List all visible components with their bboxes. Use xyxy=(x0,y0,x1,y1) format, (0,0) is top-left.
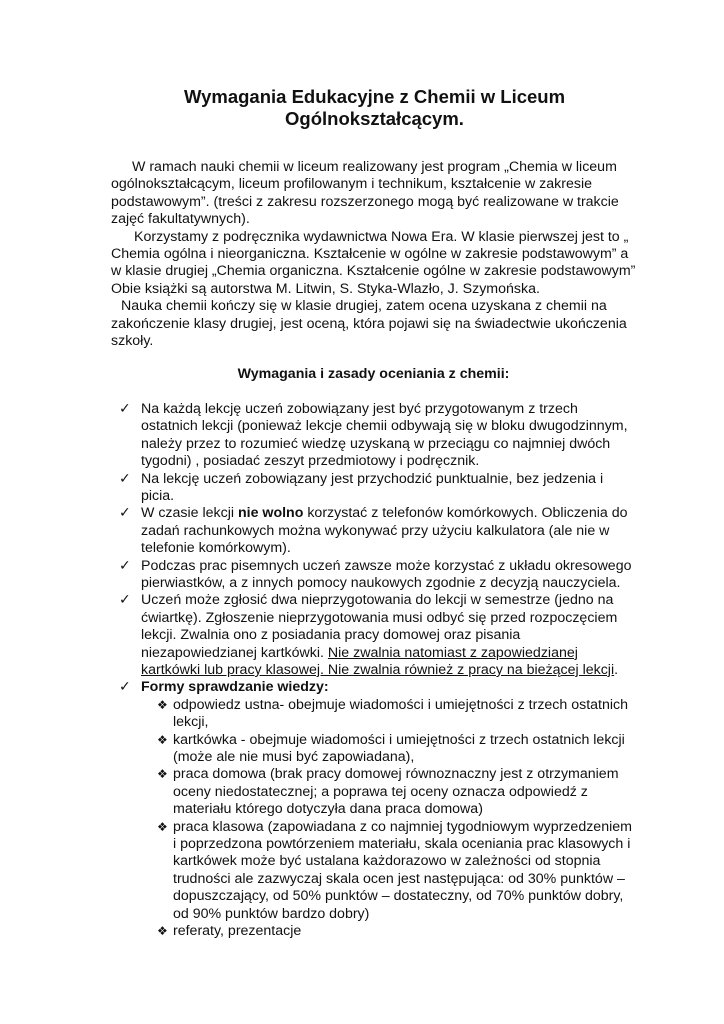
rule-text-start: W czasie lekcji xyxy=(141,505,238,522)
form-item xyxy=(157,819,636,923)
check-mark-icon: ✓ xyxy=(119,470,131,487)
intro-paragraph-textbook: Korzystamy z podręcznika wydawnictwa Nowa Era. W klasie pierwszej jest to „ Chemia ogólna i nieorganiczna. Kształcenie w ogólne w zakresie podstawowym” a w klasie drugiej „Chemia organiczna. Kształcenie ogólne w zakresie podstawowym” Obie książki są autorstwa M. Litwin, S. Styka-Wlazło, J. Szymońska. xyxy=(111,228,636,297)
forms-list xyxy=(141,697,636,941)
form-text: kartkówka - obejmuje wiadomości i umiejętności z trzech ostatnich lekcji (może ale nie musi być zapowiadana), xyxy=(173,731,625,765)
forms-section xyxy=(111,679,636,940)
four-diamond-bullet-icon: ❖ xyxy=(157,924,168,939)
title-line-2: Ogólnokształcącym. xyxy=(285,108,464,129)
form-text: odpowiedz ustna- obejmuje wiadomości i umiejętności z trzech ostatnich lekcji, xyxy=(173,696,629,731)
form-item xyxy=(157,766,636,818)
page-title xyxy=(111,86,636,130)
form-item xyxy=(157,697,636,732)
check-mark-icon: ✓ xyxy=(119,400,131,417)
rule-text-emphasis: nie wolno xyxy=(237,505,304,522)
form-text: referaty, prezentacje xyxy=(173,923,302,940)
rule-text-start: Uczeń może zgłosić dwa nieprzygotowania do lekcji w semestrze (jedno na ćwiartkę). Zgłoszenie nieprzygotowania musi odbyć się przed rozpoczęciem lekcji. Zwalnia ono z posiadania pracy domowej oraz pisania niezapowiedzianej kartkówki. xyxy=(141,592,618,661)
rule-text: Na lekcję uczeń zobowiązany jest przychodzić punktualnie, bez jedzenia i picia. xyxy=(141,470,604,504)
intro-paragraph-grade: Nauka chemii kończy się w klasie drugiej, zatem ocena uzyskana z chemii na zakończenie klasy drugiej, jest oceną, która pojawi się na świadectwie ukończenia szkoły. xyxy=(111,298,627,350)
rule-item xyxy=(119,592,636,679)
rule-text: Podczas prac pisemnych uczeń zawsze może korzystać z układu okresowego pierwiastków, a z innych pomocy naukowych zgodnie z decyzją nauczyciela. xyxy=(141,557,632,591)
rule-item xyxy=(119,505,636,557)
four-diamond-bullet-icon: ❖ xyxy=(157,732,168,747)
four-diamond-bullet-icon: ❖ xyxy=(157,819,168,834)
rule-text-end: . xyxy=(614,661,619,678)
rule-text: Na każdą lekcję uczeń zobowiązany jest być przygotowanym z trzech ostatnich lekcji (ponieważ lekcje chemii odbywają się w bloku dwugodzinnym, należy przez to rozumieć wiedzę uzyskaną w przeciągu co najmniej dwóch tygodni) , posiadać zeszyt przedmiotowy i podręcznik. xyxy=(141,400,628,470)
check-mark-icon: ✓ xyxy=(119,557,131,574)
four-diamond-bullet-icon: ❖ xyxy=(157,767,168,782)
forms-item xyxy=(119,679,636,940)
form-item xyxy=(157,923,636,940)
intro-paragraph-program: W ramach nauki chemii w liceum realizowany jest program „Chemia w liceum ogólnokształcącym, liceum profilowanym i technikum, kształcenie w zakresie podstawowym”. (treści z zakresu rozszerzonego mogą być realizowane w trakcie zajęć fakultatywnych). xyxy=(111,159,619,228)
check-mark-icon: ✓ xyxy=(119,592,131,609)
check-mark-icon: ✓ xyxy=(119,679,131,696)
check-mark-icon: ✓ xyxy=(119,505,131,522)
form-text: praca klasowa (zapowiadana z co najmniej tygodniowym wyprzedzeniem i poprzedzona powtórzeniem materiału, skala oceniania prac klasowych i kartkówek może być ustalana każdorazowo w zależności od stopnia trudności ale zazwyczaj skala ocen jest następująca: od 30% punktów – dopuszczający, od 50% punktów – dostateczny, od 70% punktów dobry, od 90% punktów bardzo dobry) xyxy=(173,818,632,922)
rule-text-underlined: Nie zwalnia natomiast z zapowiedzianej kartkówki lub pracy klasowej. Nie zwalnia również z pracy na bieżącej lekcji xyxy=(141,644,615,678)
rules-subtitle: Wymagania i zasady oceniania z chemii: xyxy=(237,366,510,383)
rule-item xyxy=(119,470,636,506)
forms-heading: Formy sprawdzanie wiedzy: xyxy=(141,679,329,696)
rules-list xyxy=(111,401,636,680)
form-text: praca domowa (brak pracy domowej równoznaczny jest z otrzymaniem oceny niedostatecznej; a poprawa tej oceny oznacza odpowiedź z materiału którego dotyczyła dana praca domowa) xyxy=(173,766,619,818)
rule-item xyxy=(119,557,636,593)
rule-item xyxy=(119,400,636,471)
form-item xyxy=(157,732,636,767)
rule-text-end: korzystać z telefonów komórkowych. Obliczenia do zadań rachunkowych można wykonywać przy użyciu kalkulatora (ale nie w telefonie komórkowym). xyxy=(141,505,628,557)
four-diamond-bullet-icon: ❖ xyxy=(157,697,168,712)
title-line-1: Wymagania Edukacyjne z Chemii w Liceum xyxy=(183,86,566,107)
